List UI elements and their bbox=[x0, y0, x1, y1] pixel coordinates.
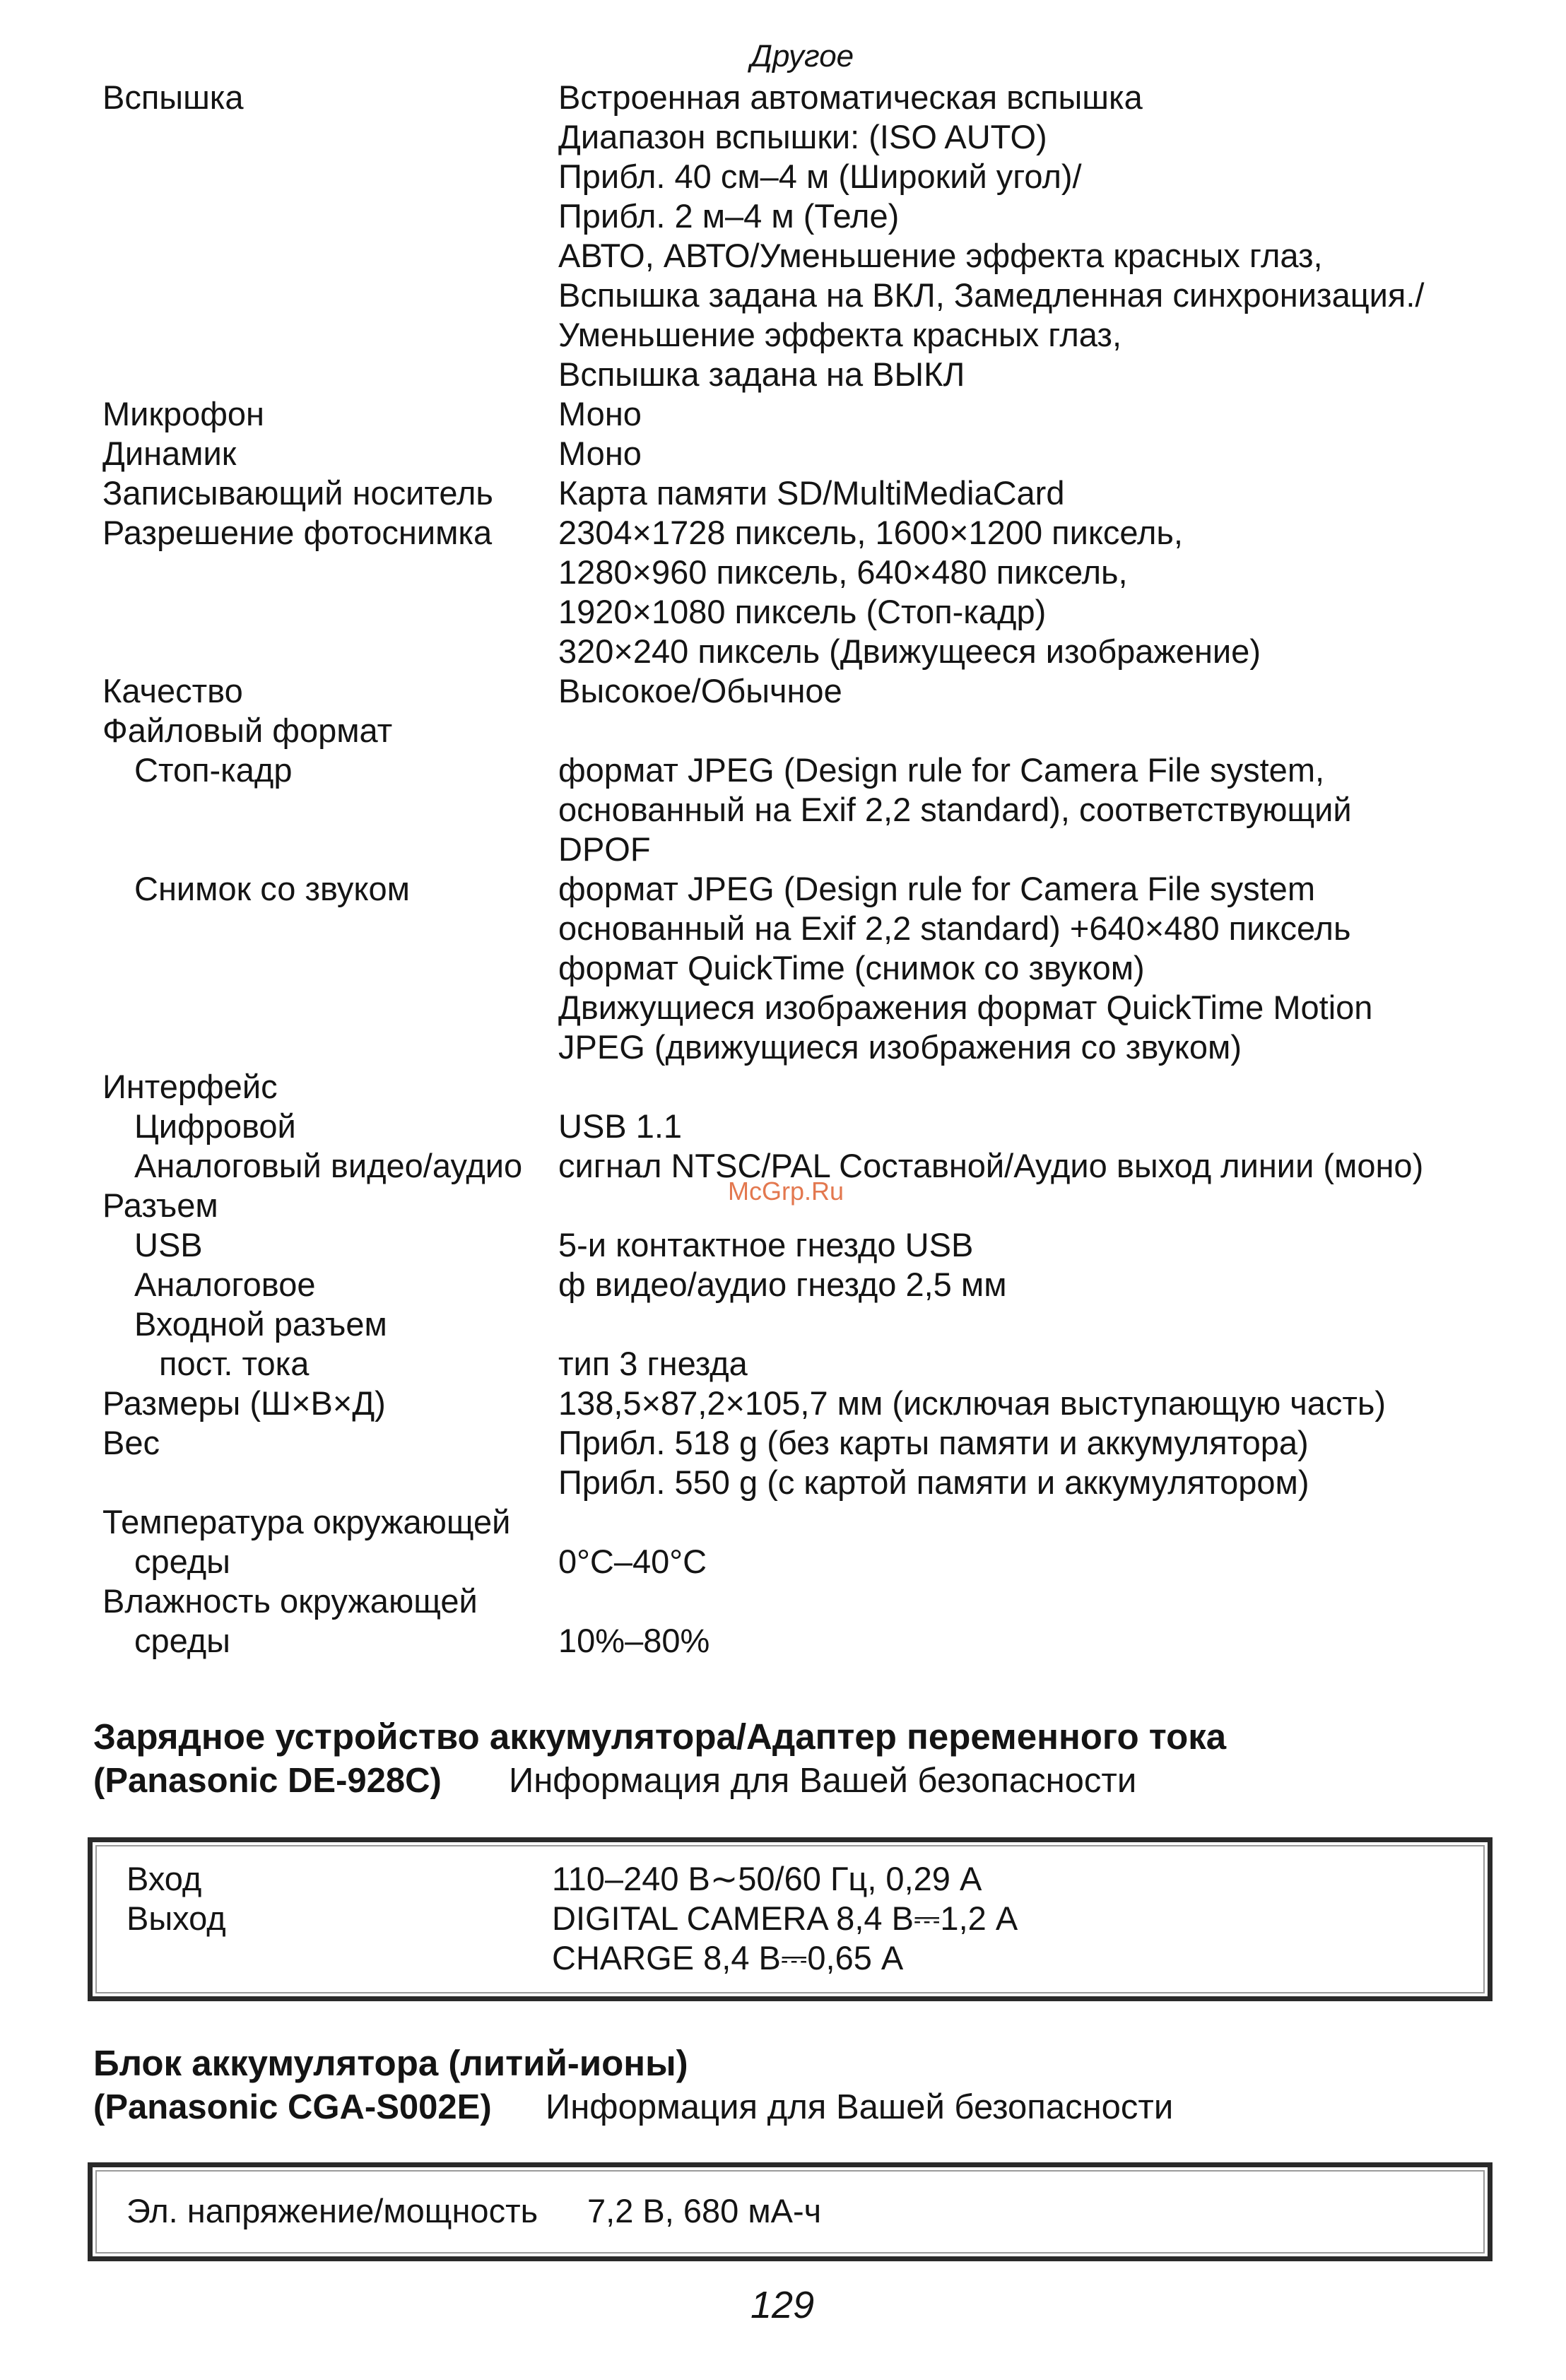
spec-row bbox=[0, 1107, 1566, 1146]
spec-value-line bbox=[558, 1502, 1566, 1542]
spec-row bbox=[0, 711, 1566, 750]
spec-row bbox=[0, 1225, 1566, 1265]
charger-safety-note: Информация для Вашей безопасности bbox=[509, 1762, 1137, 1800]
spec-label: Вспышка bbox=[102, 78, 244, 116]
spec-value-line: формат QuickTime (снимок со звуком) bbox=[558, 949, 1145, 986]
spec-value bbox=[558, 1304, 1566, 1344]
battery-voltage-label: Эл. напряжение/мощность bbox=[126, 2192, 538, 2229]
spec-row bbox=[0, 473, 1566, 513]
spec-row bbox=[0, 1384, 1566, 1423]
spec-value-line: Встроенная автоматическая вспышка bbox=[558, 78, 1143, 116]
spec-value-line: 0°C–40°C bbox=[558, 1543, 707, 1580]
spec-label: Качество bbox=[102, 672, 243, 709]
spec-label: Снимок со звуком bbox=[134, 870, 410, 907]
spec-label: USB bbox=[134, 1226, 203, 1263]
battery-section-title: Блок аккумулятора (литий-ионы) bbox=[93, 2043, 688, 2083]
spec-value-line: Движущиеся изображения формат QuickTime Motion bbox=[558, 989, 1373, 1026]
spec-value-line: АВТО, АВТО/Уменьшение эффекта красных глаз, bbox=[558, 237, 1323, 274]
spec-row bbox=[0, 1265, 1566, 1304]
spec-label: Размеры (Ш×В×Д) bbox=[102, 1384, 386, 1422]
spec-value bbox=[558, 78, 1566, 394]
spec-value bbox=[558, 1344, 1566, 1384]
charger-output-digital-camera: DIGITAL CAMERA 8,4 В⎓1,2 А bbox=[552, 1899, 1018, 1937]
spec-value-line: Прибл. 40 см–4 м (Широкий угол)/ bbox=[558, 158, 1082, 195]
spec-label: Входной разъем bbox=[134, 1305, 387, 1343]
spec-label: Разъем bbox=[102, 1186, 218, 1224]
battery-safety-note: Информация для Вашей безопасности bbox=[546, 2088, 1174, 2126]
battery-section-subtitle bbox=[93, 2086, 1174, 2128]
spec-label: Динамик bbox=[102, 435, 237, 472]
spec-label: Аналоговый видео/аудио bbox=[134, 1147, 523, 1184]
spec-value bbox=[558, 671, 1566, 711]
spec-row bbox=[0, 78, 1566, 394]
spec-label: среды bbox=[134, 1622, 230, 1659]
spec-value-line bbox=[558, 1304, 1566, 1344]
spec-value bbox=[558, 1146, 1566, 1186]
battery-spec-box bbox=[88, 2162, 1493, 2261]
spec-label: Температура окружающей bbox=[102, 1503, 511, 1540]
page-number: 129 bbox=[750, 2284, 815, 2326]
spec-label: пост. тока bbox=[159, 1345, 310, 1382]
spec-value-line: основанный на Exif 2,2 standard) +640×480 пиксель bbox=[558, 909, 1351, 947]
spec-label: Стоп-кадр bbox=[134, 751, 293, 789]
spec-value-line: Диапазон вспышки: (ISO AUTO) bbox=[558, 118, 1047, 155]
spec-value bbox=[558, 1067, 1566, 1107]
spec-label: Аналоговое bbox=[134, 1266, 316, 1303]
spec-row bbox=[0, 1542, 1566, 1581]
spec-row bbox=[0, 1581, 1566, 1621]
spec-value-line: Вспышка задана на ВКЛ, Замедленная синхронизация./ bbox=[558, 276, 1425, 314]
charger-spec-box bbox=[88, 1837, 1493, 2001]
spec-row bbox=[0, 1067, 1566, 1107]
spec-row bbox=[0, 513, 1566, 671]
watermark: McGrp.Ru bbox=[728, 1177, 844, 1206]
charger-output-label: Выход bbox=[126, 1899, 226, 1937]
spec-value-line: формат JPEG (Design rule for Camera File system bbox=[558, 870, 1315, 907]
spec-value bbox=[558, 1384, 1566, 1423]
battery-voltage-value: 7,2 В, 680 мА-ч bbox=[587, 2192, 822, 2229]
specifications-list bbox=[0, 78, 1566, 1661]
spec-value bbox=[558, 1423, 1566, 1502]
spec-value-line: Высокое/Обычное bbox=[558, 672, 842, 709]
spec-row bbox=[0, 1344, 1566, 1384]
spec-row bbox=[0, 434, 1566, 473]
spec-value bbox=[558, 750, 1566, 869]
spec-value bbox=[558, 1621, 1566, 1661]
spec-value-line: Моно bbox=[558, 395, 642, 432]
spec-value-line: Прибл. 518 g (без карты памяти и аккумулятора) bbox=[558, 1424, 1309, 1461]
spec-value bbox=[558, 473, 1566, 513]
spec-value-line: 2304×1728 пиксель, 1600×1200 пиксель, bbox=[558, 514, 1183, 551]
spec-value-line: основанный на Exif 2,2 standard), соответствующий bbox=[558, 791, 1352, 828]
spec-value bbox=[558, 711, 1566, 750]
spec-value-line: сигнал NTSC/PAL Составной/Аудио выход линии (моно) bbox=[558, 1147, 1424, 1184]
spec-value-line: 320×240 пиксель (Движущееся изображение) bbox=[558, 632, 1261, 670]
charger-input-label: Вход bbox=[126, 1860, 202, 1897]
spec-label: Файловый формат bbox=[102, 712, 393, 749]
spec-label: Записывающий носитель bbox=[102, 474, 493, 512]
spec-label: Разрешение фотоснимка bbox=[102, 514, 493, 551]
page-header: Другое bbox=[750, 39, 854, 73]
spec-value bbox=[558, 394, 1566, 434]
charger-section-title: Зарядное устройство аккумулятора/Адаптер переменного тока bbox=[93, 1716, 1227, 1757]
spec-row bbox=[0, 869, 1566, 1067]
spec-value-line: Моно bbox=[558, 435, 642, 472]
spec-row bbox=[0, 1304, 1566, 1344]
charger-model: (Panasonic DE-928C) bbox=[93, 1762, 442, 1800]
spec-value-line: Прибл. 550 g (с картой памяти и аккумулятором) bbox=[558, 1463, 1309, 1501]
charger-section-subtitle bbox=[93, 1760, 1137, 1802]
spec-value-line bbox=[558, 1581, 1566, 1621]
spec-value-line: 1280×960 пиксель, 640×480 пиксель, bbox=[558, 553, 1128, 591]
spec-row bbox=[0, 1502, 1566, 1542]
spec-value bbox=[558, 1581, 1566, 1621]
spec-value-line: JPEG (движущиеся изображения со звуком) bbox=[558, 1028, 1242, 1066]
spec-label: среды bbox=[134, 1543, 230, 1580]
spec-row bbox=[0, 750, 1566, 869]
spec-value-line: тип 3 гнезда bbox=[558, 1345, 748, 1382]
spec-label: Микрофон bbox=[102, 395, 265, 432]
spec-value-line: Уменьшение эффекта красных глаз, bbox=[558, 316, 1122, 353]
spec-value bbox=[558, 1225, 1566, 1265]
spec-value-line: Прибл. 2 м–4 м (Теле) bbox=[558, 197, 900, 235]
spec-value bbox=[558, 1186, 1566, 1225]
spec-value-line bbox=[558, 1186, 1566, 1225]
spec-value bbox=[558, 1107, 1566, 1146]
spec-label: Цифровой bbox=[134, 1107, 296, 1145]
spec-value-line: Вспышка задана на ВЫКЛ bbox=[558, 355, 965, 393]
spec-value-line: 5-и контактное гнездо USB bbox=[558, 1226, 974, 1263]
spec-value-line: 1920×1080 пиксель (Стоп-кадр) bbox=[558, 593, 1047, 630]
spec-value-line: Карта памяти SD/MultiMediaCard bbox=[558, 474, 1065, 512]
charger-input-value: 110–240 В∼50/60 Гц, 0,29 А bbox=[552, 1860, 982, 1897]
spec-value-line bbox=[558, 1067, 1566, 1107]
spec-value-line: 138,5×87,2×105,7 мм (исключая выступающую часть) bbox=[558, 1384, 1387, 1422]
spec-value-line bbox=[558, 711, 1566, 750]
spec-row bbox=[0, 671, 1566, 711]
spec-value-line: 10%–80% bbox=[558, 1622, 710, 1659]
spec-label: Влажность окружающей bbox=[102, 1582, 478, 1620]
spec-value bbox=[558, 1502, 1566, 1542]
spec-value bbox=[558, 1542, 1566, 1581]
battery-model: (Panasonic CGA-S002E) bbox=[93, 2088, 492, 2126]
spec-value-line: ф видео/аудио гнездо 2,5 мм bbox=[558, 1266, 1007, 1303]
spec-value-line: USB 1.1 bbox=[558, 1107, 683, 1145]
spec-row bbox=[0, 1423, 1566, 1502]
spec-value bbox=[558, 1265, 1566, 1304]
spec-value bbox=[558, 513, 1566, 671]
spec-value-line: формат JPEG (Design rule for Camera File system, bbox=[558, 751, 1325, 789]
spec-value bbox=[558, 434, 1566, 473]
spec-value-line: DPOF bbox=[558, 830, 651, 868]
spec-label: Вес bbox=[102, 1424, 160, 1461]
spec-row bbox=[0, 394, 1566, 434]
spec-row bbox=[0, 1621, 1566, 1661]
charger-output-charge: CHARGE 8,4 В⎓0,65 А bbox=[552, 1939, 904, 1977]
spec-label: Интерфейс bbox=[102, 1068, 278, 1105]
spec-value bbox=[558, 869, 1566, 1067]
